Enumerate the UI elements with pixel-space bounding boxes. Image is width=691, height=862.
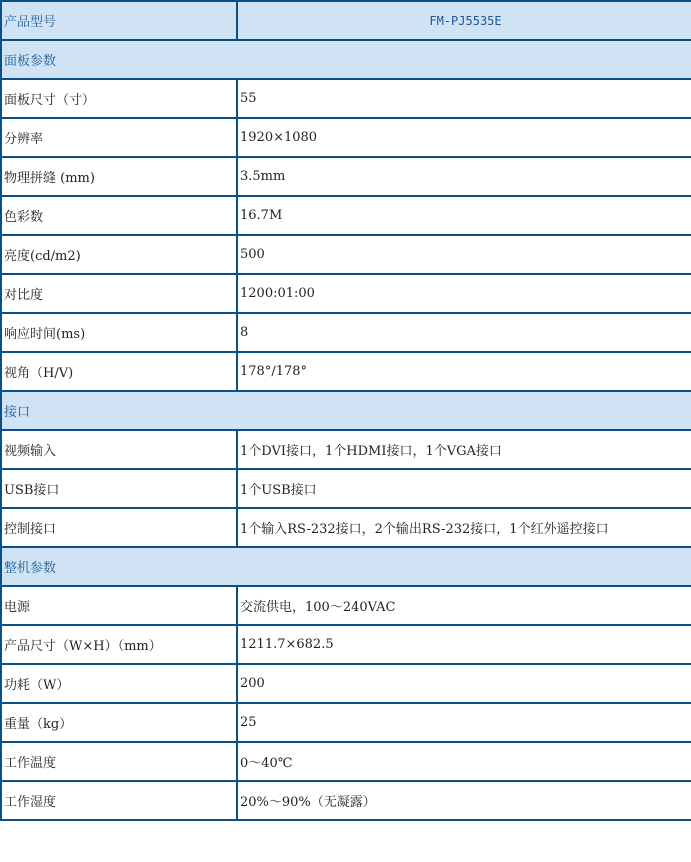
header-model: FM-PJ5535E (237, 1, 691, 40)
table-row (1, 196, 691, 235)
row-label: 对比度 (1, 274, 237, 313)
row-label: 物理拼缝 (mm) (1, 157, 237, 196)
row-label: 视角（H/V) (1, 352, 237, 391)
table-row (1, 664, 691, 703)
row-label: 控制接口 (1, 508, 237, 547)
row-value: 1200:01:00 (237, 274, 691, 313)
section-header (1, 547, 691, 586)
row-label: 面板尺寸（寸） (1, 79, 237, 118)
row-label: 产品尺寸（W×H）（mm） (1, 625, 237, 664)
section-header (1, 391, 691, 430)
section-title: 接口 (1, 391, 691, 430)
table-row (1, 625, 691, 664)
table-row (1, 274, 691, 313)
table-row (1, 703, 691, 742)
row-value: 178°/178° (237, 352, 691, 391)
row-value: 1个输入RS-232接口，2个输出RS-232接口，1个红外遥控接口 (237, 508, 691, 547)
row-value: 25 (237, 703, 691, 742)
row-value: 3.5mm (237, 157, 691, 196)
row-label: 亮度(cd/m2) (1, 235, 237, 274)
row-value: 1个USB接口 (237, 469, 691, 508)
row-value: 55 (237, 79, 691, 118)
table-row (1, 157, 691, 196)
row-value: 20%～90%（无凝露） (237, 781, 691, 820)
row-value: 8 (237, 313, 691, 352)
row-value: 1211.7×682.5 (237, 625, 691, 664)
row-value: 16.7M (237, 196, 691, 235)
table-row (1, 508, 691, 547)
table-row (1, 352, 691, 391)
table-row (1, 586, 691, 625)
row-value: 交流供电，100～240VAC (237, 586, 691, 625)
row-value: 0～40℃ (237, 742, 691, 781)
table-row (1, 313, 691, 352)
row-label: 工作湿度 (1, 781, 237, 820)
row-label: 视频输入 (1, 430, 237, 469)
table-row (1, 781, 691, 820)
table-row (1, 118, 691, 157)
table-row (1, 469, 691, 508)
row-value: 1920×1080 (237, 118, 691, 157)
header-label: 产品型号 (1, 1, 237, 40)
section-title: 面板参数 (1, 40, 691, 79)
table-row (1, 235, 691, 274)
row-label: 功耗（W） (1, 664, 237, 703)
row-label: 工作温度 (1, 742, 237, 781)
row-label: 响应时间(ms) (1, 313, 237, 352)
row-label: 重量（kg） (1, 703, 237, 742)
row-label: 色彩数 (1, 196, 237, 235)
row-label: 电源 (1, 586, 237, 625)
table-row (1, 79, 691, 118)
row-label: USB接口 (1, 469, 237, 508)
header-row (1, 1, 691, 40)
table-row (1, 430, 691, 469)
row-value: 1个DVI接口，1个HDMI接口，1个VGA接口 (237, 430, 691, 469)
row-value: 500 (237, 235, 691, 274)
table-row (1, 742, 691, 781)
section-header (1, 40, 691, 79)
row-value: 200 (237, 664, 691, 703)
row-label: 分辨率 (1, 118, 237, 157)
section-title: 整机参数 (1, 547, 691, 586)
